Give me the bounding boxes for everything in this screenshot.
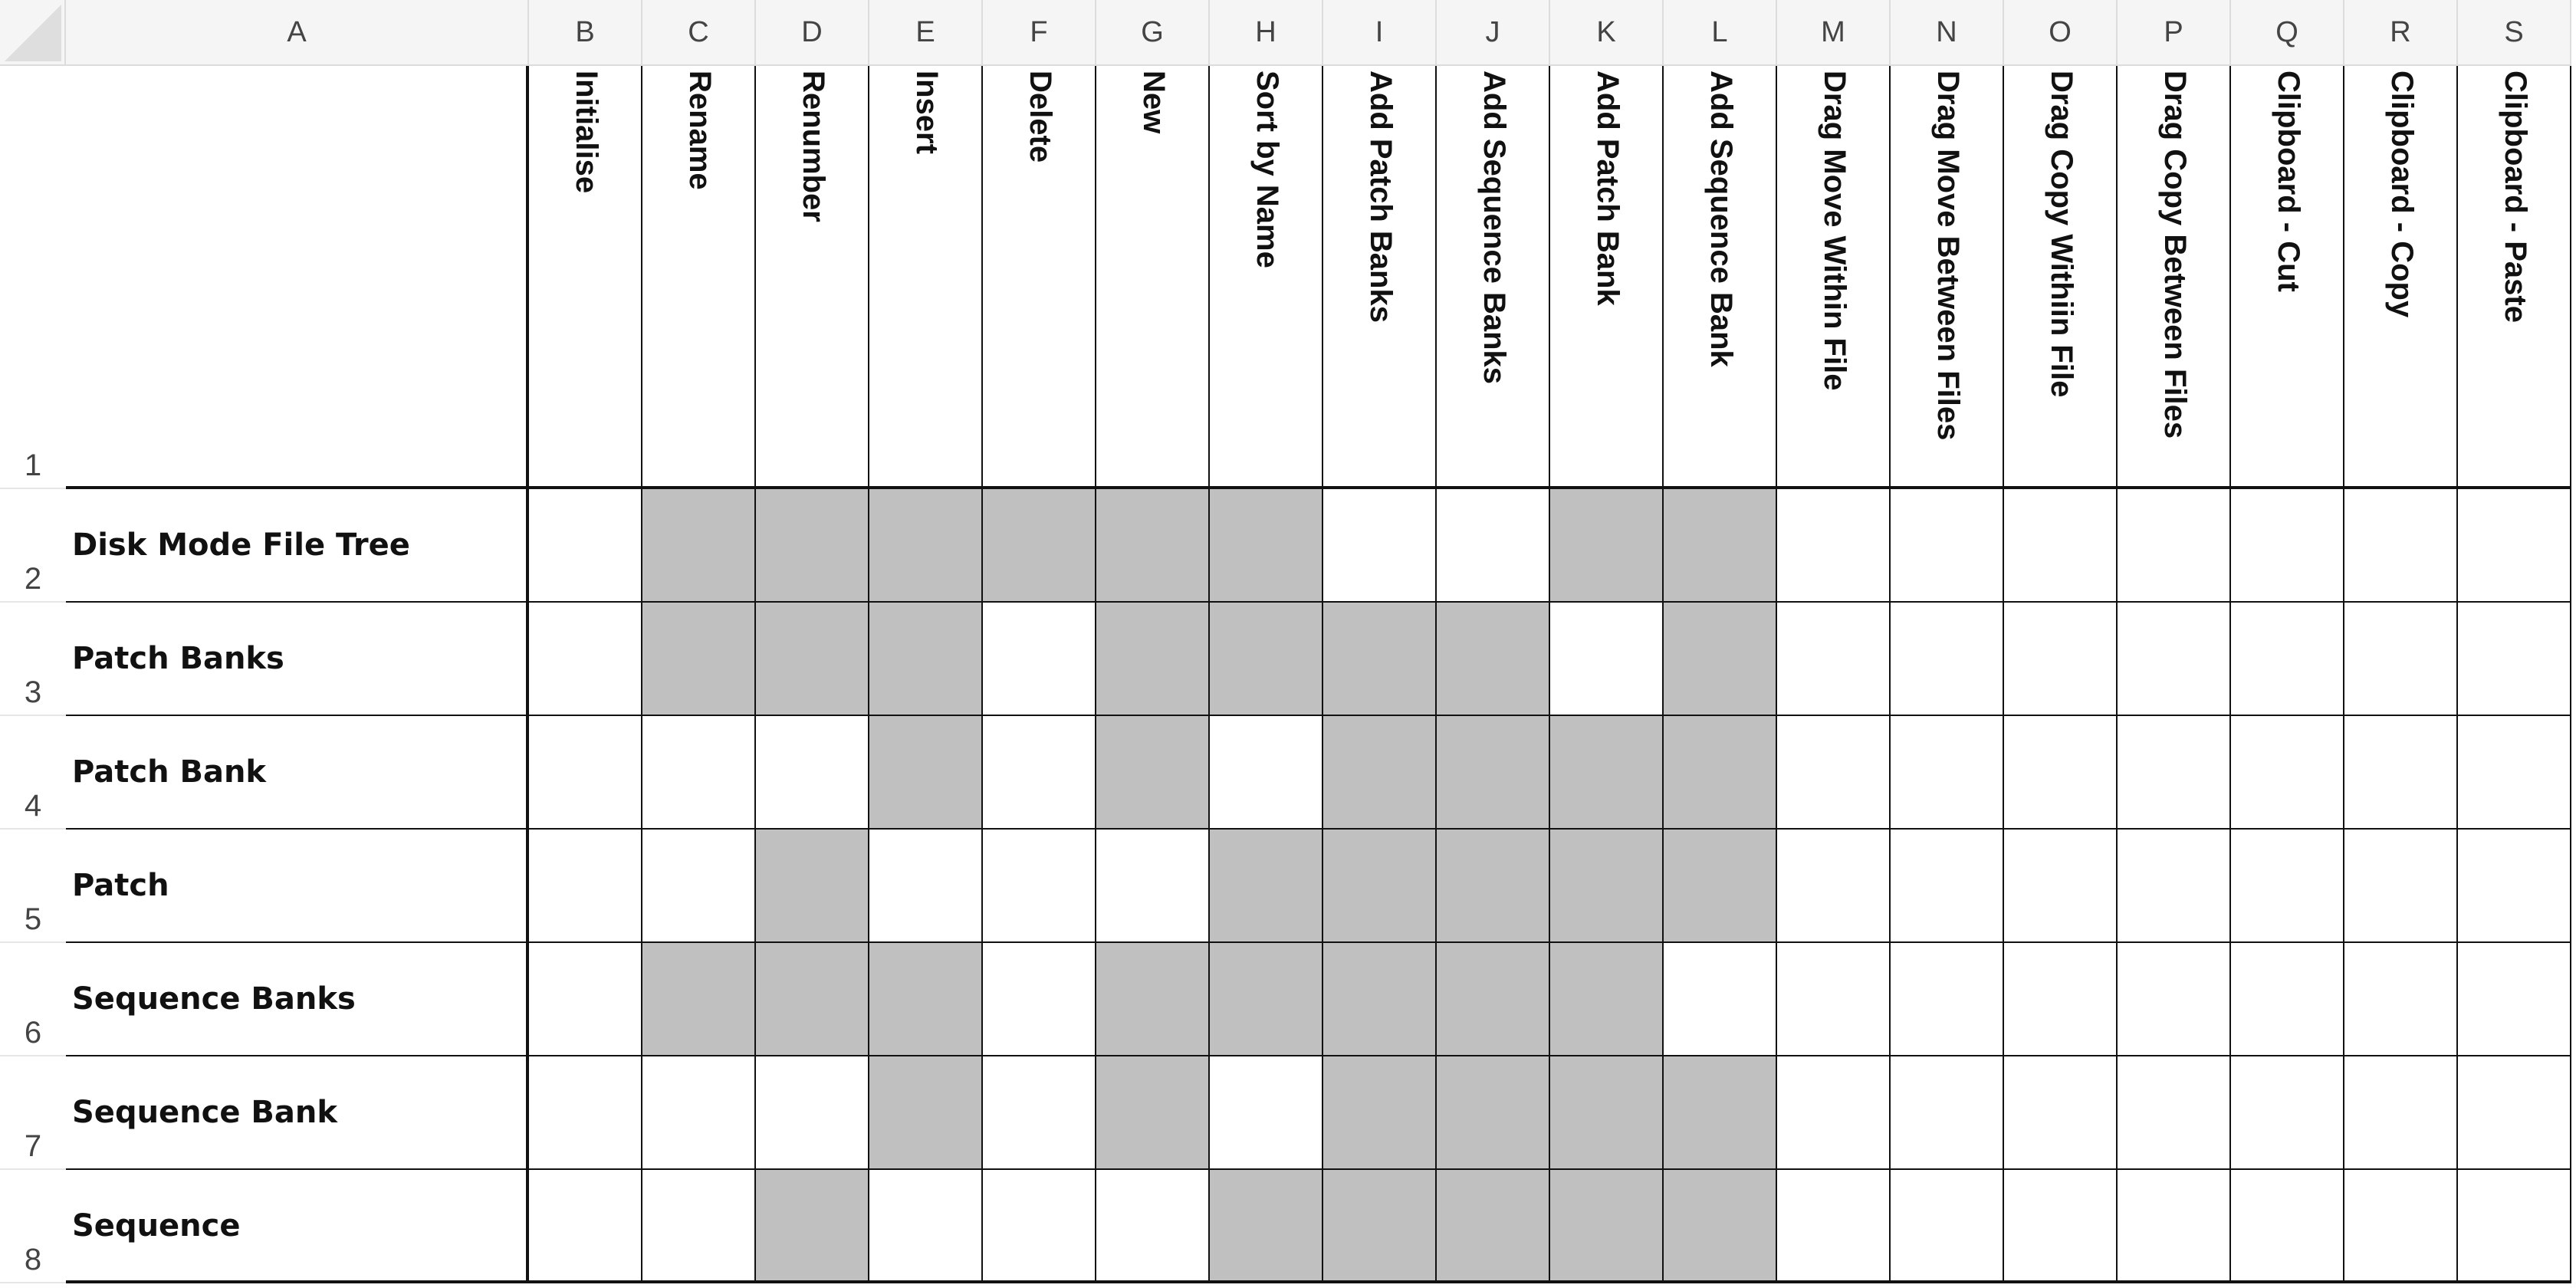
shaded-cell[interactable] [756, 603, 869, 716]
operation-header-label: Sort by Name [1250, 71, 1284, 268]
column-header-s[interactable]: S [2458, 0, 2571, 66]
column-header-e[interactable]: E [869, 0, 983, 66]
empty-cell[interactable] [1437, 489, 1550, 603]
empty-cell[interactable] [2118, 943, 2231, 1056]
empty-cell[interactable] [529, 716, 642, 830]
operation-header-label: Clipboard - Cut [2272, 71, 2305, 292]
empty-cell[interactable] [642, 830, 756, 943]
empty-cell[interactable] [2231, 1170, 2344, 1283]
empty-cell[interactable] [983, 603, 1096, 716]
row-label[interactable]: Patch Banks [66, 603, 529, 716]
select-all-icon [5, 5, 61, 61]
empty-cell[interactable] [1096, 1170, 1210, 1283]
operation-header-label: New [1137, 71, 1171, 134]
empty-cell[interactable] [529, 1056, 642, 1170]
select-all-corner[interactable] [0, 0, 66, 66]
shaded-cell[interactable] [1096, 1056, 1210, 1170]
empty-cell[interactable] [1096, 830, 1210, 943]
empty-cell[interactable] [2344, 489, 2458, 603]
shaded-cell[interactable] [756, 1170, 869, 1283]
empty-cell[interactable] [1891, 943, 2004, 1056]
empty-cell[interactable] [1891, 1056, 2004, 1170]
operation-header-cell[interactable] [1550, 66, 1664, 489]
operation-header-label: Insert [910, 71, 944, 154]
shaded-cell[interactable] [1210, 489, 1323, 603]
empty-cell[interactable] [1550, 603, 1664, 716]
empty-cell[interactable] [529, 489, 642, 603]
empty-cell[interactable] [1777, 603, 1891, 716]
shaded-cell[interactable] [869, 603, 983, 716]
empty-cell[interactable] [2004, 489, 2118, 603]
empty-cell[interactable] [2118, 1170, 2231, 1283]
shaded-cell[interactable] [983, 489, 1096, 603]
empty-cell[interactable] [2004, 1170, 2118, 1283]
empty-cell[interactable] [2231, 603, 2344, 716]
empty-cell[interactable] [1323, 489, 1437, 603]
operation-header-cell[interactable] [1096, 66, 1210, 489]
operation-header-cell[interactable] [1323, 66, 1437, 489]
empty-cell[interactable] [1777, 1056, 1891, 1170]
empty-cell[interactable] [756, 716, 869, 830]
operation-header-cell[interactable] [2118, 66, 2231, 489]
column-header-h[interactable]: H [1210, 0, 1323, 66]
shaded-cell[interactable] [1323, 603, 1437, 716]
shaded-cell[interactable] [1210, 603, 1323, 716]
column-header-l[interactable]: L [1664, 0, 1777, 66]
shaded-cell[interactable] [642, 943, 756, 1056]
row-label[interactable]: Patch Bank [66, 716, 529, 830]
empty-cell[interactable] [2458, 716, 2571, 830]
empty-cell[interactable] [2344, 716, 2458, 830]
empty-cell[interactable] [1210, 1056, 1323, 1170]
row-header-6[interactable]: 6 [0, 943, 66, 1056]
empty-cell[interactable] [1777, 716, 1891, 830]
shaded-cell[interactable] [1323, 943, 1437, 1056]
empty-cell[interactable] [1777, 830, 1891, 943]
empty-cell[interactable] [983, 830, 1096, 943]
shaded-cell[interactable] [1550, 1170, 1664, 1283]
row-header-1[interactable]: 1 [0, 66, 66, 489]
column-header-j[interactable]: J [1437, 0, 1550, 66]
empty-cell[interactable] [2458, 1170, 2571, 1283]
empty-cell[interactable] [1777, 489, 1891, 603]
empty-cell[interactable] [2118, 716, 2231, 830]
column-header-p[interactable]: P [2118, 0, 2231, 66]
empty-cell[interactable] [983, 716, 1096, 830]
operation-header-cell[interactable] [1777, 66, 1891, 489]
row-header-5[interactable]: 5 [0, 830, 66, 943]
shaded-cell[interactable] [1323, 1170, 1437, 1283]
empty-cell[interactable] [2344, 1056, 2458, 1170]
empty-cell[interactable] [2231, 943, 2344, 1056]
empty-cell[interactable] [2458, 830, 2571, 943]
shaded-cell[interactable] [1664, 1056, 1777, 1170]
row-header-2[interactable]: 2 [0, 489, 66, 603]
shaded-cell[interactable] [1323, 1056, 1437, 1170]
empty-cell[interactable] [1891, 603, 2004, 716]
empty-cell[interactable] [2231, 830, 2344, 943]
cell-a1[interactable] [66, 66, 529, 489]
operation-header-label: Renumber [797, 71, 830, 222]
empty-cell[interactable] [2118, 1056, 2231, 1170]
row-header-8[interactable]: 8 [0, 1170, 66, 1283]
empty-cell[interactable] [1891, 830, 2004, 943]
operation-header-label: Delete [1024, 71, 1057, 163]
column-header-g[interactable]: G [1096, 0, 1210, 66]
column-header-o[interactable]: O [2004, 0, 2118, 66]
operation-header-cell[interactable] [529, 66, 642, 489]
empty-cell[interactable] [2004, 603, 2118, 716]
operation-header-label: Clipboard - Copy [2385, 71, 2419, 318]
empty-cell[interactable] [983, 943, 1096, 1056]
operation-header-cell[interactable] [983, 66, 1096, 489]
shaded-cell[interactable] [1437, 1056, 1550, 1170]
shaded-cell[interactable] [1664, 489, 1777, 603]
shaded-cell[interactable] [1096, 716, 1210, 830]
shaded-cell[interactable] [869, 943, 983, 1056]
column-header-c[interactable]: C [642, 0, 756, 66]
shaded-cell[interactable] [1664, 716, 1777, 830]
operation-header-cell[interactable] [1891, 66, 2004, 489]
operation-header-label: Add Sequence Banks [1477, 71, 1511, 385]
empty-cell[interactable] [2004, 943, 2118, 1056]
column-header-f[interactable]: F [983, 0, 1096, 66]
empty-cell[interactable] [529, 603, 642, 716]
operation-header-cell[interactable] [1210, 66, 1323, 489]
empty-cell[interactable] [1891, 1170, 2004, 1283]
column-header-r[interactable]: R [2344, 0, 2458, 66]
empty-cell[interactable] [529, 830, 642, 943]
shaded-cell[interactable] [1096, 603, 1210, 716]
column-header-n[interactable]: N [1891, 0, 2004, 66]
operation-header-cell[interactable] [2344, 66, 2458, 489]
operation-header-label: Add Patch Bank [1591, 71, 1625, 306]
operation-header-label: Add Patch Banks [1364, 71, 1398, 323]
empty-cell[interactable] [2004, 716, 2118, 830]
shaded-cell[interactable] [1550, 716, 1664, 830]
shaded-cell[interactable] [1210, 830, 1323, 943]
empty-cell[interactable] [2344, 943, 2458, 1056]
shaded-cell[interactable] [1323, 830, 1437, 943]
empty-cell[interactable] [2231, 489, 2344, 603]
column-header-a[interactable]: A [66, 0, 529, 66]
row-header-7[interactable]: 7 [0, 1056, 66, 1170]
shaded-cell[interactable] [1096, 943, 1210, 1056]
shaded-cell[interactable] [1210, 943, 1323, 1056]
operation-header-label: Drag Move Within File [1818, 71, 1852, 391]
operation-header-label: Drag Move Between Files [1931, 71, 1965, 441]
row-label[interactable]: Sequence [66, 1170, 529, 1283]
empty-cell[interactable] [2118, 830, 2231, 943]
empty-cell[interactable] [642, 1170, 756, 1283]
shaded-cell[interactable] [1323, 716, 1437, 830]
empty-cell[interactable] [2344, 830, 2458, 943]
empty-cell[interactable] [983, 1056, 1096, 1170]
shaded-cell[interactable] [1550, 830, 1664, 943]
empty-cell[interactable] [2344, 603, 2458, 716]
column-header-q[interactable]: Q [2231, 0, 2344, 66]
row-header-4[interactable]: 4 [0, 716, 66, 830]
empty-cell[interactable] [2004, 830, 2118, 943]
shaded-cell[interactable] [1437, 830, 1550, 943]
empty-cell[interactable] [1777, 943, 1891, 1056]
operation-header-label: Drag Copy Between Files [2158, 71, 2192, 439]
empty-cell[interactable] [2458, 489, 2571, 603]
shaded-cell[interactable] [1210, 1170, 1323, 1283]
empty-cell[interactable] [2231, 716, 2344, 830]
operation-header-label: Initialise [570, 71, 603, 194]
shaded-cell[interactable] [1437, 943, 1550, 1056]
shaded-cell[interactable] [756, 489, 869, 603]
column-header-b[interactable]: B [529, 0, 642, 66]
shaded-cell[interactable] [1437, 716, 1550, 830]
shaded-cell[interactable] [1096, 489, 1210, 603]
empty-cell[interactable] [2344, 1170, 2458, 1283]
empty-cell[interactable] [642, 716, 756, 830]
table-bottom-border [66, 1280, 2571, 1283]
shaded-cell[interactable] [1664, 830, 1777, 943]
empty-cell[interactable] [869, 1170, 983, 1283]
operation-header-cell[interactable] [2004, 66, 2118, 489]
operation-header-label: Clipboard - Paste [2499, 71, 2532, 323]
empty-cell[interactable] [529, 1170, 642, 1283]
empty-cell[interactable] [1664, 943, 1777, 1056]
operation-header-cell[interactable] [1437, 66, 1550, 489]
operation-header-cell[interactable] [869, 66, 983, 489]
shaded-cell[interactable] [756, 830, 869, 943]
empty-cell[interactable] [1891, 716, 2004, 830]
empty-cell[interactable] [529, 943, 642, 1056]
empty-cell[interactable] [1891, 489, 2004, 603]
operation-header-cell[interactable] [2231, 66, 2344, 489]
operation-header-cell[interactable] [756, 66, 869, 489]
row-header-3[interactable]: 3 [0, 603, 66, 716]
empty-cell[interactable] [1777, 1170, 1891, 1283]
empty-cell[interactable] [756, 1056, 869, 1170]
shaded-cell[interactable] [1437, 603, 1550, 716]
column-header-d[interactable]: D [756, 0, 869, 66]
empty-cell[interactable] [2118, 603, 2231, 716]
column-header-m[interactable]: M [1777, 0, 1891, 66]
operation-header-label: Rename [683, 71, 717, 190]
empty-cell[interactable] [983, 1170, 1096, 1283]
empty-cell[interactable] [869, 830, 983, 943]
column-header-i[interactable]: I [1323, 0, 1437, 66]
empty-cell[interactable] [2231, 1056, 2344, 1170]
row-label[interactable]: Sequence Bank [66, 1056, 529, 1170]
empty-cell[interactable] [2458, 1056, 2571, 1170]
operation-header-cell[interactable] [1664, 66, 1777, 489]
empty-cell[interactable] [2004, 1056, 2118, 1170]
shaded-cell[interactable] [1664, 603, 1777, 716]
operation-header-cell[interactable] [2458, 66, 2571, 489]
shaded-cell[interactable] [1437, 1170, 1550, 1283]
shaded-cell[interactable] [869, 716, 983, 830]
shaded-cell[interactable] [642, 603, 756, 716]
empty-cell[interactable] [2458, 603, 2571, 716]
column-header-k[interactable]: K [1550, 0, 1664, 66]
empty-cell[interactable] [2118, 489, 2231, 603]
empty-cell[interactable] [642, 1056, 756, 1170]
shaded-cell[interactable] [869, 1056, 983, 1170]
shaded-cell[interactable] [1664, 1170, 1777, 1283]
row-label[interactable]: Patch [66, 830, 529, 943]
row-label[interactable]: Disk Mode File Tree [66, 489, 529, 603]
empty-cell[interactable] [2458, 943, 2571, 1056]
operation-header-cell[interactable] [642, 66, 756, 489]
shaded-cell[interactable] [1550, 943, 1664, 1056]
shaded-cell[interactable] [642, 489, 756, 603]
operation-header-label: Drag Copy Withiin File [2045, 71, 2078, 398]
shaded-cell[interactable] [869, 489, 983, 603]
operation-header-label: Add Sequence Bank [1704, 71, 1738, 367]
row-label[interactable]: Sequence Banks [66, 943, 529, 1056]
empty-cell[interactable] [1210, 716, 1323, 830]
shaded-cell[interactable] [1550, 1056, 1664, 1170]
shaded-cell[interactable] [1550, 489, 1664, 603]
shaded-cell[interactable] [756, 943, 869, 1056]
